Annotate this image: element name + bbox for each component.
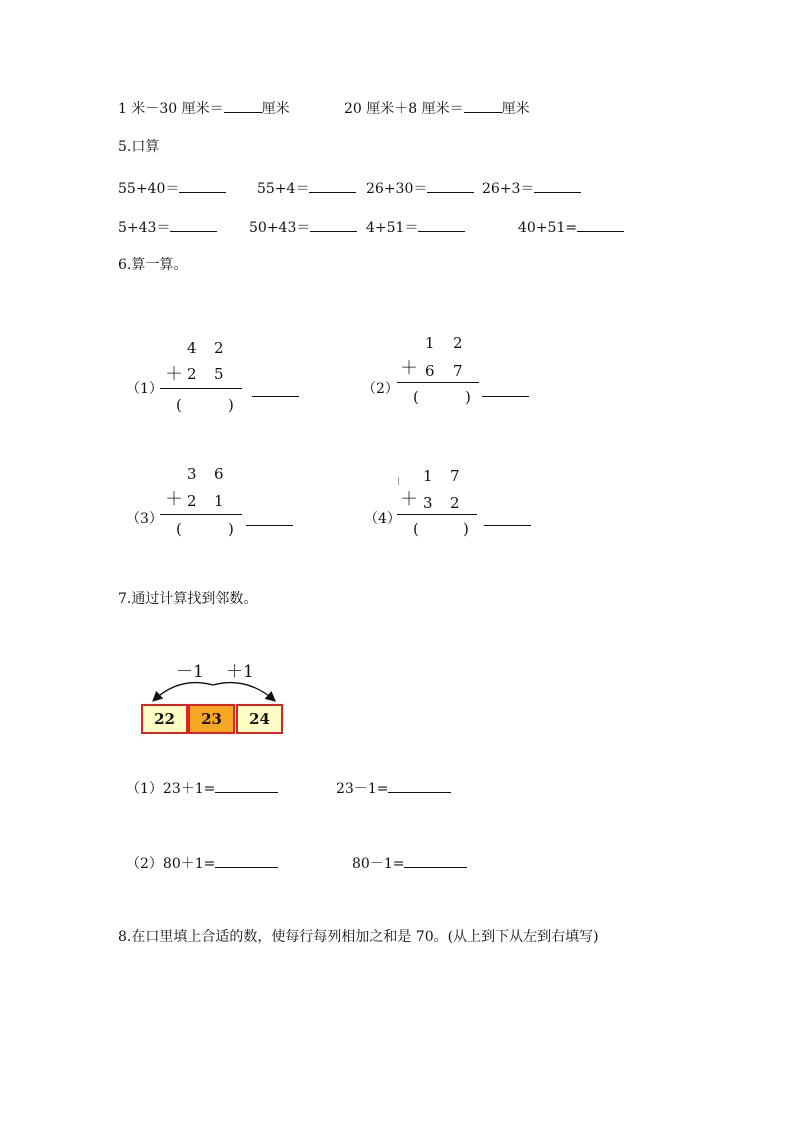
top-digit-tens: 1	[425, 334, 435, 352]
expression-text: 23＋1=	[162, 781, 216, 797]
answer-blank[interactable]	[224, 99, 262, 113]
expression-text: 20 厘米＋8 厘米＝	[344, 101, 464, 117]
answer-blank[interactable]	[427, 179, 474, 193]
answer-blank[interactable]	[252, 396, 299, 397]
mental-math-item	[249, 218, 357, 235]
answer-blank[interactable]	[170, 218, 217, 232]
plus-sign: ＋	[400, 358, 418, 379]
number-box-left: 22	[141, 704, 188, 734]
q8-title: 8.在口里填上合适的数，使每行每列相加之和是 70。(从上到下从左到右填写)	[118, 929, 599, 945]
answer-blank[interactable]	[179, 179, 226, 193]
answer-blank[interactable]	[310, 218, 357, 232]
number-box-right: 24	[236, 704, 283, 734]
q5-title: 5.口算	[118, 139, 160, 155]
bottom-digit-tens: 3	[423, 494, 433, 512]
top-digit-ones: 7	[450, 467, 460, 485]
mental-math-item	[366, 179, 474, 196]
paren-close[interactable]: )	[465, 388, 471, 406]
plus-one-label: ＋1	[226, 662, 254, 682]
sum-line	[397, 382, 479, 383]
sum-line	[397, 514, 477, 515]
answer-blank[interactable]	[404, 854, 467, 868]
bottom-digit-ones: 1	[214, 492, 224, 510]
mental-math-item	[366, 218, 465, 235]
paren-close[interactable]: )	[228, 520, 234, 538]
expression-text: 5+43＝	[118, 220, 171, 236]
sum-line	[160, 388, 242, 389]
mental-math-item	[518, 218, 624, 235]
answer-blank[interactable]	[246, 525, 293, 526]
bottom-digit-tens: 6	[425, 362, 435, 380]
margin-tick	[398, 477, 399, 485]
bottom-digit-tens: 2	[187, 492, 197, 510]
q6-title: 6.算一算。	[118, 257, 188, 273]
top-digit-tens: 4	[187, 339, 197, 357]
sum-line	[160, 514, 242, 515]
answer-blank[interactable]	[534, 179, 581, 193]
expression-text: 1 米－30 厘米＝	[118, 101, 224, 117]
row-label: （1）	[126, 781, 163, 797]
expression-text: 23－1=	[336, 781, 389, 797]
answer-blank[interactable]	[418, 218, 465, 232]
answer-blank[interactable]	[577, 218, 624, 232]
minus-one-label: －1	[176, 662, 204, 682]
row-label: （2）	[126, 856, 163, 872]
expression-text: 80＋1=	[162, 856, 216, 872]
answer-blank[interactable]	[215, 779, 278, 793]
expression-text: 55+40＝	[118, 181, 180, 197]
answer-blank[interactable]	[484, 525, 531, 526]
expression-text: 80－1=	[352, 856, 405, 872]
paren-close[interactable]: )	[228, 396, 234, 414]
plus-sign: ＋	[165, 489, 183, 510]
answer-blank[interactable]	[215, 854, 278, 868]
q7-title: 7.通过计算找到邻数。	[118, 591, 258, 607]
neighbor-row-1-right	[336, 779, 451, 796]
neighbor-row-1	[126, 779, 278, 796]
expression-text: 4+51＝	[366, 220, 419, 236]
bottom-digit-ones: 2	[450, 494, 460, 512]
left-arrow-icon	[154, 683, 213, 700]
expression-text: 40+51=	[518, 220, 578, 236]
problem-label: （3）	[126, 511, 163, 527]
length-conversion-1	[118, 99, 290, 116]
expression-text: 55+4＝	[257, 181, 310, 197]
answer-blank[interactable]	[309, 179, 356, 193]
length-conversion-2	[344, 99, 530, 116]
unit-text: 厘米	[501, 101, 530, 117]
bottom-digit-ones: 5	[214, 365, 224, 383]
bottom-digit-ones: 7	[453, 362, 463, 380]
answer-blank[interactable]	[388, 779, 451, 793]
mental-math-item	[257, 179, 356, 196]
expression-text: 26+3＝	[482, 181, 535, 197]
paren-open: (	[413, 520, 419, 538]
plus-sign: ＋	[400, 489, 418, 510]
problem-label: （4）	[364, 511, 401, 527]
number-box-center: 23	[188, 704, 235, 734]
top-digit-ones: 6	[214, 465, 224, 483]
mental-math-item	[118, 218, 217, 235]
neighbor-row-2-right	[352, 854, 467, 871]
top-digit-ones: 2	[214, 339, 224, 357]
neighbor-row-2	[126, 854, 278, 871]
paren-close[interactable]: )	[463, 520, 469, 538]
arrow-arcs	[140, 676, 290, 706]
problem-label: （1）	[126, 381, 163, 397]
paren-open: (	[413, 388, 419, 406]
answer-blank[interactable]	[464, 99, 502, 113]
unit-text: 厘米	[261, 101, 290, 117]
top-digit-ones: 2	[453, 334, 463, 352]
answer-blank[interactable]	[482, 396, 529, 397]
paren-open: (	[176, 396, 182, 414]
right-arrow-icon	[213, 683, 274, 700]
plus-sign: ＋	[165, 364, 183, 385]
mental-math-item	[118, 179, 226, 196]
expression-text: 26+30＝	[366, 181, 428, 197]
mental-math-item	[482, 179, 581, 196]
problem-label: （2）	[362, 381, 399, 397]
expression-text: 50+43＝	[249, 220, 311, 236]
bottom-digit-tens: 2	[187, 365, 197, 383]
paren-open: (	[176, 520, 182, 538]
top-digit-tens: 1	[423, 467, 433, 485]
top-digit-tens: 3	[187, 465, 197, 483]
